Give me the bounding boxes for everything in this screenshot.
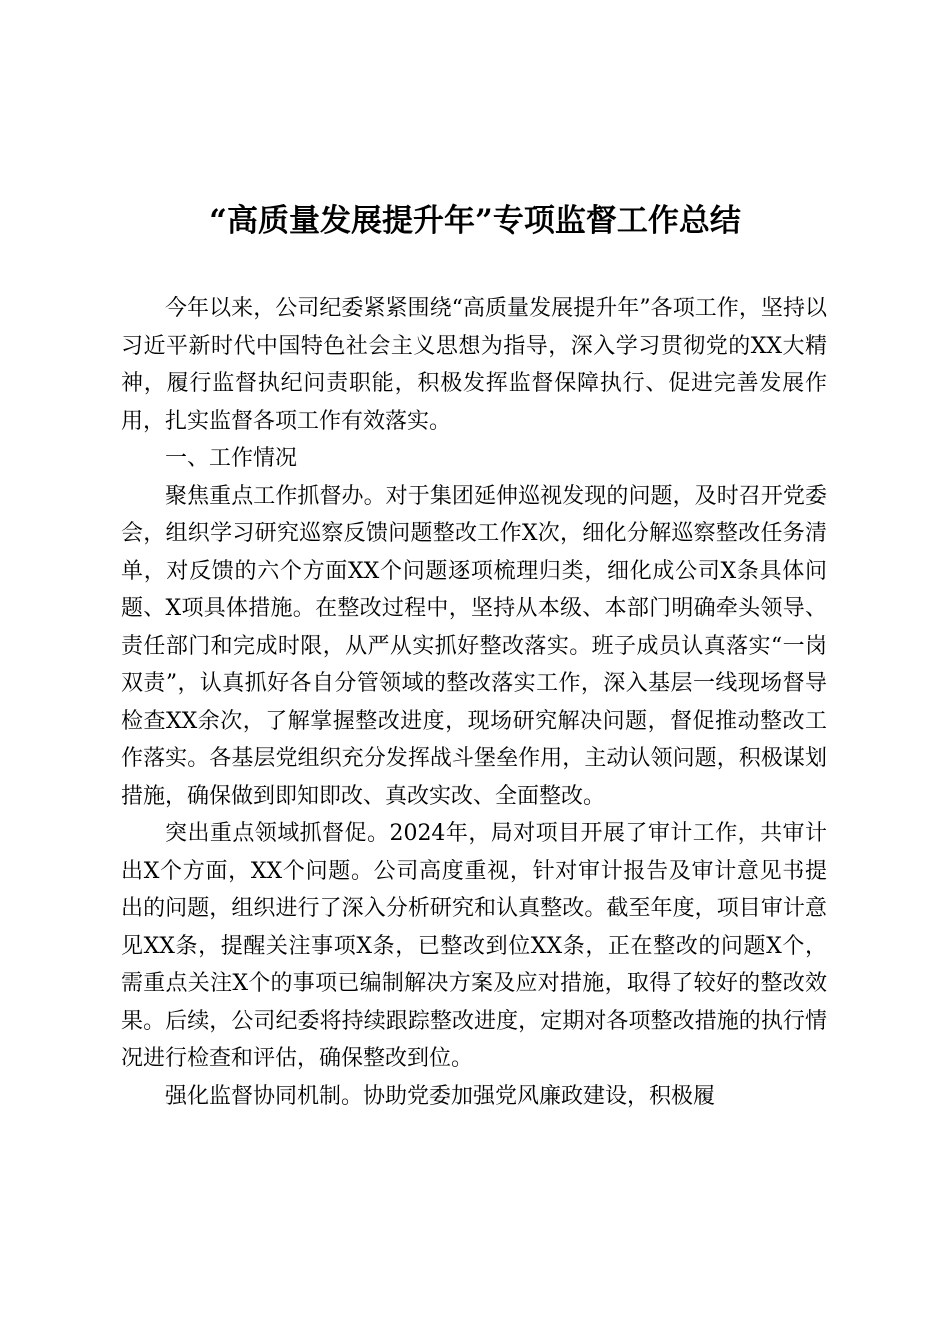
body-paragraph: 强化监督协同机制。协助党委加强党风廉政建设，积极履 [165, 1083, 716, 1109]
section-heading: 一、工作情况 [165, 446, 298, 471]
document-body [121, 290, 827, 1115]
body-paragraph: 聚焦重点工作抓督办。对于集团延伸巡视发现的问题，及时召开党委会，组织学习研究巡察反馈问题整改工作X次，细化分解巡察整改任务清单，对反馈的六个方面XX个问题逐项梳理归类，细化成公司X条具体问题、X项具体措施。在整改过程中，坚持从本级、本部门明确牵头领导、责任部门和完成时限，从严从实抓好整改落实。班子成员认真落实“一岗双责”，认真抓好各自分管领域的整改落实工作，深入基层一线现场督导检查XX余次，了解掌握整改进度，现场研究解决问题，督促推动整改工作落实。各基层党组织充分发挥战斗堡垒作用，主动认领问题，积极谋划措施，确保做到即知即改、真改实改、全面整改。 [121, 483, 827, 809]
document-title: “高质量发展提升年”专项监督工作总结 [209, 203, 741, 239]
intro-paragraph: 今年以来，公司纪委紧紧围绕“高质量发展提升年”各项工作，坚持以习近平新时代中国特色社会主义思想为指导，深入学习贯彻党的XX大精神，履行监督执纪问责职能，积极发挥监督保障执行、促进完善发展作用，扎实监督各项工作有效落实。 [121, 296, 827, 434]
body-paragraph: 突出重点领域抓督促。2024年，局对项目开展了审计工作，共审计出X个方面，XX个问题。公司高度重视，针对审计报告及审计意见书提出的问题，组织进行了深入分析研究和认真整改。截至年度，项目审计意见XX条，提醒关注事项X条，已整改到位XX条，正在整改的问题X个，需重点关注X个的事项已编制解决方案及应对措施，取得了较好的整改效果。后续，公司纪委将持续跟踪整改进度，定期对各项整改措施的执行情况进行检查和评估，确保整改到位。 [121, 821, 827, 1071]
